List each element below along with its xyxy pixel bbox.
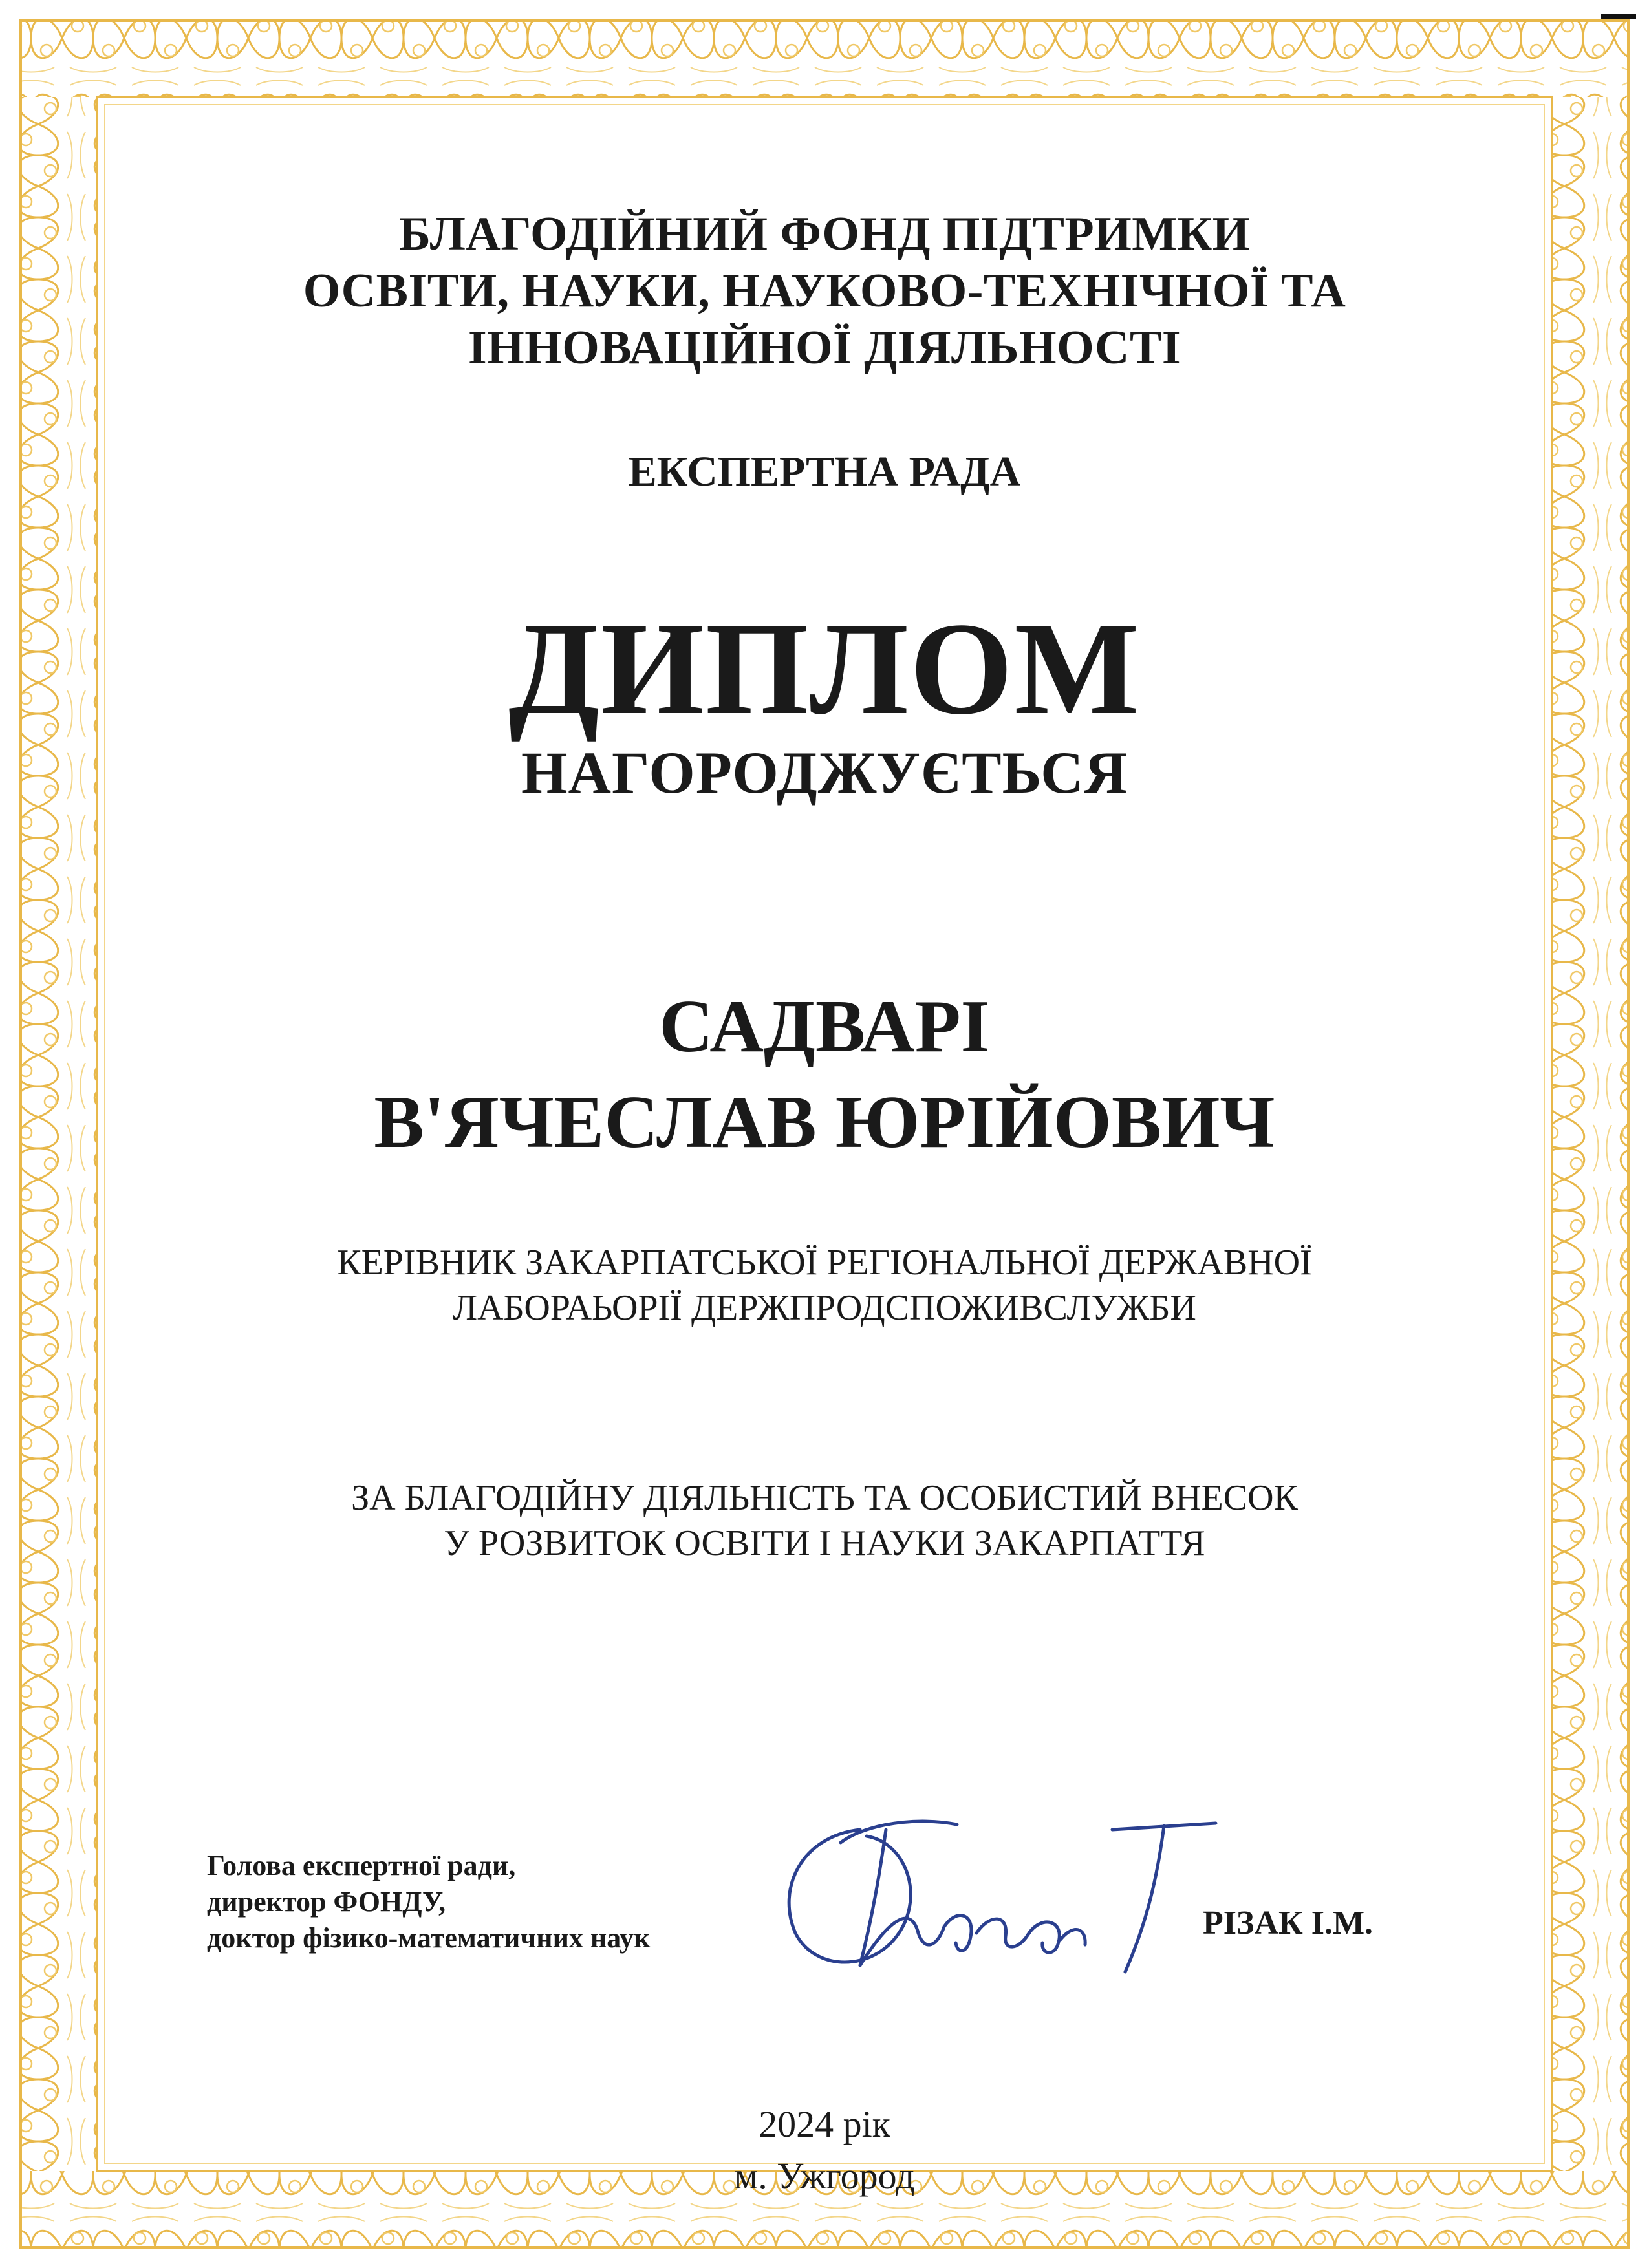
signer-name: РІЗАК І.М. <box>1203 1905 1374 1942</box>
position-line-2: ЛАБОРАЬОРІЇ ДЕРЖПРОДСПОЖИВСЛУЖБИ <box>453 1288 1196 1328</box>
signer-title-line-1: Голова експертної ради, <box>207 1850 516 1881</box>
issue-city: м. Ужгород <box>734 2155 915 2197</box>
signer-title-line-3: доктор фізико-математичних наук <box>207 1922 651 1954</box>
issue-year: 2024 рік <box>759 2103 890 2145</box>
position-line-1: КЕРІВНИК ЗАКАРПАТСЬКОЇ РЕГІОНАЛЬНОЇ ДЕРЖАВНОЇ <box>337 1243 1312 1283</box>
diploma-title: ДИПЛОМ <box>508 595 1141 742</box>
diploma-content <box>194 0 1455 2268</box>
organization-line-3: ІННОВАЦІЙНОЇ ДІЯЛЬНОСТІ <box>468 321 1181 374</box>
award-reason <box>194 1475 1455 1566</box>
scan-mark <box>1601 14 1636 19</box>
organization-name <box>194 206 1455 376</box>
reason-line-2: У РОЗВИТОК ОСВІТИ І НАУКИ ЗАКАРПАТТЯ <box>444 1523 1205 1563</box>
recipient-given-names: В'ЯЧЕСЛАВ ЮРІЙОВИЧ <box>374 1081 1275 1164</box>
expert-council-heading: ЕКСПЕРТНА РАДА <box>628 448 1021 495</box>
recipient-surname: САДВАРІ <box>659 985 990 1068</box>
recipient-position <box>194 1240 1455 1331</box>
awarded-label: НАГОРОДЖУЄТЬСЯ <box>521 740 1128 806</box>
signer-title <box>207 1848 650 1956</box>
handwritten-signature <box>763 1784 1229 1991</box>
reason-line-1: ЗА БЛАГОДІЙНУ ДІЯЛЬНІСТЬ ТА ОСОБИСТИЙ ВНЕСОК <box>351 1478 1298 1518</box>
organization-line-1: БЛАГОДІЙНИЙ ФОНД ПІДТРИМКИ <box>399 208 1250 261</box>
organization-line-2: ОСВІТИ, НАУКИ, НАУКОВО-ТЕХНІЧНОЇ ТА <box>303 264 1346 317</box>
signer-title-line-2: директор ФОНДУ, <box>207 1886 446 1918</box>
